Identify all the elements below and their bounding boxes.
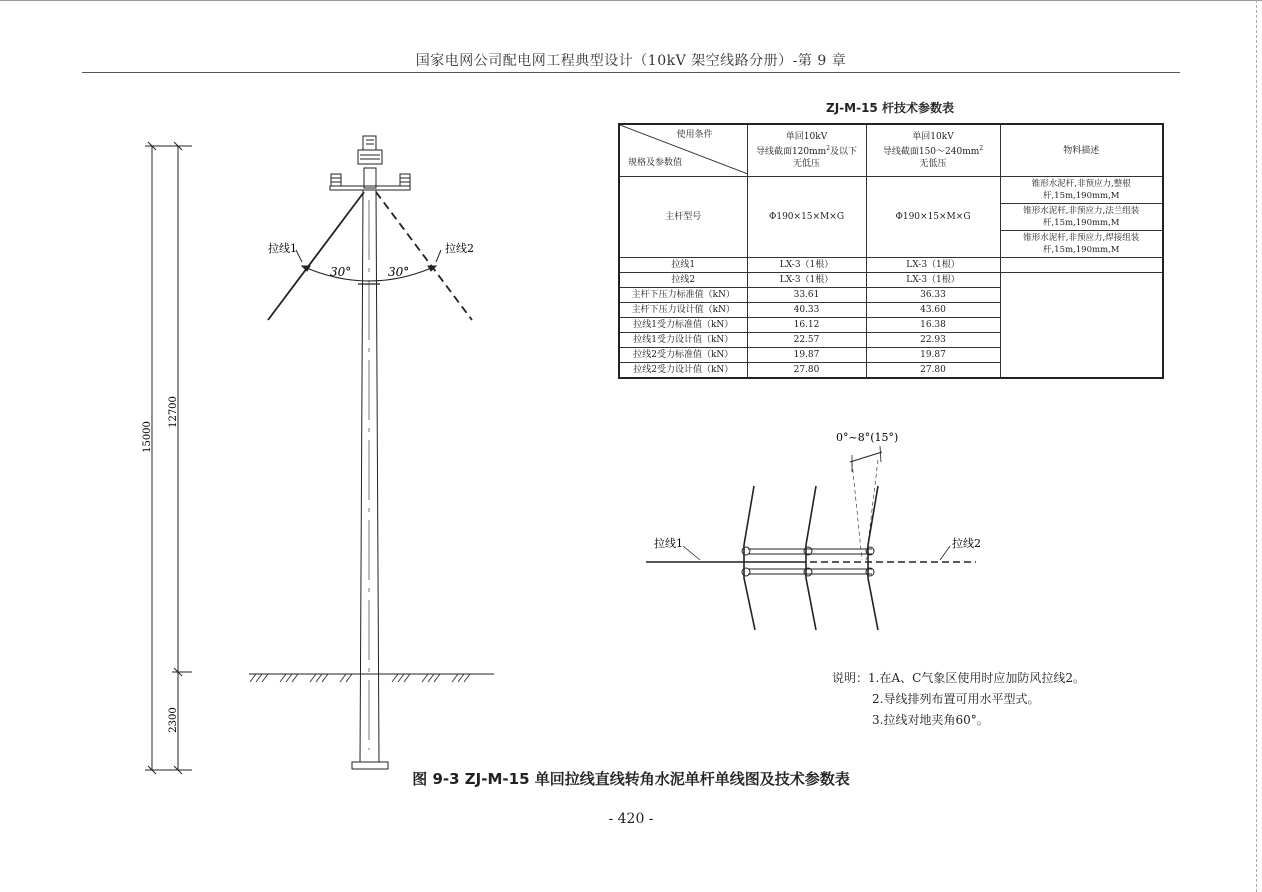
row-value-2: 19.87 [866,348,1000,363]
guy2-label: 拉线2 [445,242,474,255]
row-value-1: 19.87 [747,348,866,363]
row-value-2: 27.80 [866,363,1000,379]
row-value-2: LX-3（1根） [866,258,1000,273]
row-label: 拉线2受力设计值（kN） [619,363,747,379]
main-pole-label: 主杆型号 [619,177,747,258]
col1-line2-b: 及以下 [830,147,858,157]
row-label: 拉线1受力标准值（kN） [619,318,747,333]
angle1-label: 30° [330,265,352,279]
main-pole-value-2: Φ190×15×M×G [866,177,1000,258]
row-value-1: LX-3（1根） [747,273,866,288]
row-value-1: 22.57 [747,333,866,348]
pole-body [360,190,379,762]
row-value-1: 40.33 [747,303,866,318]
row-label: 拉线2受力标准值（kN） [619,348,747,363]
row-value-2: 43.60 [866,303,1000,318]
row-value-2: 16.38 [866,318,1000,333]
page-frame-right [1256,0,1258,892]
col2-line3: 无低压 [919,159,947,169]
insulator-left [331,174,341,186]
row-label: 主杆下压力设计值（kN） [619,303,747,318]
guy-wire-2 [376,192,472,320]
notes-block [832,668,1085,731]
row-value-1: 27.80 [747,363,866,379]
table-header-row [619,124,1163,177]
col1-line1: 单回10kV [785,132,828,142]
table-title: ZJ-M-15 杆技术参数表 [826,101,954,115]
guy1-label: 拉线1 [268,242,297,255]
row-value-2: 22.93 [866,333,1000,348]
header-col1 [747,124,866,177]
header-col3: 物料描述 [1000,124,1163,177]
row-value-1: 33.61 [747,288,866,303]
pole-top-bracket [364,168,376,188]
plan-angle-label: 0°~8°(15°) [836,431,899,444]
plan-guy2-label: 拉线2 [952,537,981,550]
row-empty [1000,273,1163,379]
material-desc-1: 锥形水泥杆,非预应力,整根杆,15m,190mm,M [1000,177,1163,204]
conductor-line-1 [744,486,755,630]
note-item-1: 1.在A、C气象区使用时应加防风拉线2。 [868,671,1085,685]
col1-line2-a: 导线截面120mm [755,147,827,157]
col2-line2 [870,143,997,158]
pin-insulator-top [358,150,382,164]
row-value-1: 16.12 [747,318,866,333]
row-value-2: 36.33 [866,288,1000,303]
material-desc-2: 锥形水泥杆,非预应力,法兰组装杆,15m,190mm,M [1000,204,1163,231]
plan-guy1-label: 拉线1 [654,537,683,550]
conductor-line-3 [868,486,878,630]
dim-below-text: 2300 [168,707,179,733]
main-pole-value-1: Φ190×15×M×G [747,177,866,258]
insulator-cap [363,136,376,150]
angle2-label: 30° [388,265,410,279]
technical-parameter-table [618,123,1164,379]
notes-row-1 [832,668,1085,689]
col1-sup: 2 [826,145,831,152]
angle-indicator-line [850,452,882,462]
note-item-2: 2.导线排列布置可用水平型式。 [872,692,1040,706]
insulator-right [400,174,410,186]
row-value-2: LX-3（1根） [866,273,1000,288]
row-label: 拉线2 [619,273,747,288]
row-value-1: LX-3（1根） [747,258,866,273]
figure-caption: 图 9-3 ZJ-M-15 单回拉线直线转角水泥单杆单线图及技术参数表 [412,770,850,788]
table-row [619,258,1163,273]
page-header: 国家电网公司配电网工程典型设计（10kV 架空线路分册）-第 9 章 [415,53,847,69]
page-number: - 420 - [608,811,654,827]
material-desc-3: 锥形水泥杆,非预应力,焊接组装杆,15m,190mm,M [1000,231,1163,258]
pole-elevation-drawing [0,0,620,892]
row-label: 主杆下压力标准值（kN） [619,288,747,303]
note-item-3: 3.拉线对地夹角60°。 [872,713,989,727]
plan-view-drawing [630,420,990,640]
col2-sup: 2 [979,145,984,152]
corner-top-label: 使用条件 [676,130,713,140]
row-label: 拉线1受力设计值（kN） [619,333,747,348]
table-row [619,273,1163,288]
table-corner-cell [619,124,747,177]
header-col2 [866,124,1000,177]
dim-total-text: 15000 [142,421,153,453]
col2-line2-a: 导线截面150～240mm [882,147,980,157]
main-pole-row-1 [619,177,1163,204]
row-empty [1000,258,1163,273]
col1-line2 [751,143,863,158]
row-label: 拉线1 [619,258,747,273]
notes-title: 说明： [832,671,869,685]
conductor-line-2 [806,486,816,630]
dim-above-text: 12700 [168,396,179,428]
col2-line1: 单回10kV [912,132,954,142]
guy-wire-1 [268,192,364,320]
col1-line3: 无低压 [792,159,820,169]
corner-bottom-label: 规格及参数值 [628,158,683,168]
